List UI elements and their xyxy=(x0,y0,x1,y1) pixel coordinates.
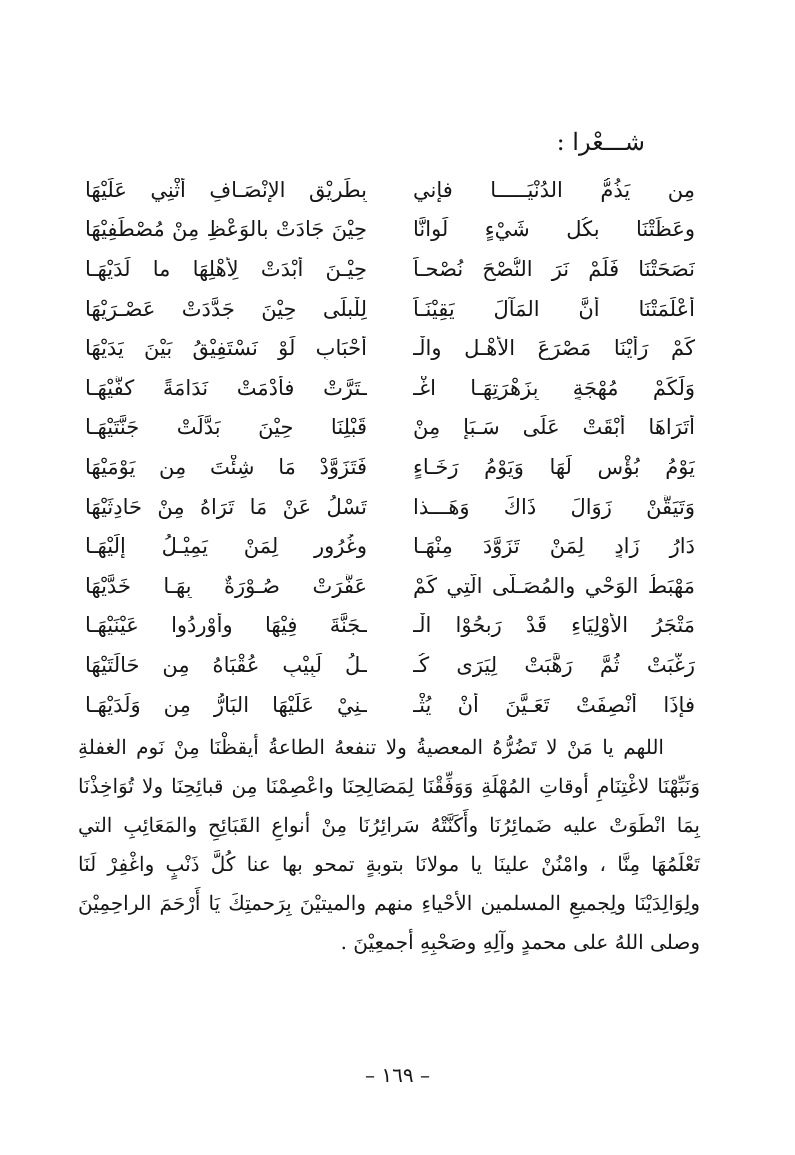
poem-verse xyxy=(85,249,695,289)
first-hemistich: وَلَكَمْ مُهْجَةٍ بِزَهْرَتِهَـا اغْـ xyxy=(413,375,695,400)
poem-verse xyxy=(85,566,695,606)
first-hemistich: فإذَا أُنْصِفَتْ تَعَـيَّنَ أنْ يُثْـ xyxy=(413,692,695,717)
poem-verse xyxy=(85,526,695,566)
second-hemistich: حِيْنَ جَادَتْ بالوَعْظِ مِنْ مُصْطَفِيْهَا xyxy=(85,217,367,242)
first-hemistich: كَمْ رَأَيْنَا مَصْرَعَ الأَهْـلِ والْـ xyxy=(413,336,695,361)
first-hemistich: أَتَرَاهَا أَبْقَتْ عَلَى سَـبَإٍ مِنْ xyxy=(413,415,695,440)
poem-verse xyxy=(85,645,695,685)
first-hemistich: رَغَّبَتْ ثُمَّ رَهَّبَتْ لِيَرَى كُـ xyxy=(413,652,695,677)
poem xyxy=(85,170,695,724)
second-hemistich: ـلُ لَبِيْبٍ عُقْبَاهُ مِن حَالَتَيْهَا xyxy=(85,652,367,677)
poem-verse xyxy=(85,487,695,527)
prayer-text: اللهم يا مَنْ لا تَضُرُّهُ المعصيةُ ولا تنفعهُ الطاعةُ أيقظْنَا مِنْ نَوم الغفلةِ وَنَبِّهْنَا لاغْتِنَامِ أوقاتِ المُهْلَةِ وَوَفِّقْنَا لِمَصَالِحِنَا واعْصِمْنَا مِن قبائِحِنَا ولا تُوَاخِذْنَا بِمَا انْطَوَتْ عليه ضَمائِرُنَا وأَكَنَّتْهُ سَرائِرُنَا مِنْ أنواعِ القَبَائِحِ والمَعَائِبِ التي تَعْلَمُهَا مِنَّا ، وامْنُنْ علينَا يا مولانَا بتوبةٍ تمحو بها عنا كُلَّ ذَنْبٍ واغْفِرْ لَنَا ولِوَالِدَيْنَا ولِجميعِ المسلمين الأحْياءِ منهم والميتيْنَ بِرَحمتِكَ يَا أَرْحَمَ الراحِمِيْنَ وصلى اللهُ على محمدٍ وآلِهِ وصَحْبِهِ أجمعِيْنَ . xyxy=(78,735,700,954)
poem-verse xyxy=(85,408,695,448)
first-hemistich: دَارُ زَادٍ لِمَنْ تَزَوَّدَ مِنْهَـا xyxy=(413,534,695,559)
second-hemistich: ـتَرَّتْ فأدْمَتْ نَدَامَةً كفَّيْهَـا xyxy=(85,375,367,400)
second-hemistich: فَتَزَوَّدْ مَا شِئْتَ مِن يَوْمَيْهَا xyxy=(85,454,367,479)
second-hemistich: حِيْـنَ أَبْدَتْ لِأهْلِهَا ما لَدَيْهَـا xyxy=(85,256,367,281)
page-number: – ١٦٩ – xyxy=(365,1063,430,1087)
first-hemistich: وَتَيَقَّنْ زَوَالَ ذَاكَ وَهَـــذا xyxy=(413,494,695,519)
poem-verse xyxy=(85,289,695,329)
first-hemistich: مِن يَذُمُّ الدُنْيَـــــا فإني xyxy=(413,177,695,202)
poem-verse xyxy=(85,368,695,408)
poetry-heading: شـــعْرا : xyxy=(556,128,645,156)
second-hemistich: عَفَّرَتْ صُـوْرَةٌ بِهَـا خَدَّيْهَا xyxy=(85,573,367,598)
poem-verse xyxy=(85,606,695,646)
first-hemistich: مَهْبَطُ الوَحْيِ والمُصَـلَّى الَّتِي كَمْ xyxy=(413,573,695,598)
second-hemistich: قَبْلِنَا حِيْنَ بَدَّلَتْ جَنَّتَيْهَـا xyxy=(85,415,367,440)
first-hemistich: نَصَحَتْنَا فَلَمْ نَرَ النُّصْحَ نُصْحـاً xyxy=(413,256,695,281)
poem-verse xyxy=(85,210,695,250)
second-hemistich: ـجَنَّةَ فِيْهَا وأَوْرِدُوا عَيْنَيْهَـا xyxy=(85,613,367,638)
poem-verse xyxy=(85,328,695,368)
poem-verse xyxy=(85,685,695,725)
second-hemistich: تَسْلُ عَنْ مَا تَرَاهُ مِنْ حَادِثَيْهَا xyxy=(85,494,367,519)
second-hemistich: أَحْبَابِ لَوْ نَسْتَفِيْقُ بَيْنَ يَدَيْهَا xyxy=(85,336,367,361)
second-hemistich: لِلْبلَى حِيْنَ جَدَّدَتْ عَصْـرَيْهَا xyxy=(85,296,367,321)
second-hemistich: بِطَرِيْقِ الإنْصَـافِ أُثْنِي عَلَيْهَا xyxy=(85,177,367,202)
poem-verse xyxy=(85,447,695,487)
first-hemistich: يَوْمُ بُؤْسٍ لَهَا وَيَوْمُ رَخَـاءٍ xyxy=(413,454,695,479)
second-hemistich: ـنِيْ عَلَيْهَا البَارُّ مِن وَلَدَيْهَـا xyxy=(85,692,367,717)
first-hemistich: أَعْلَمَتْنَا أَنَّ المَآلَ يَقِيْنَـاً xyxy=(413,296,695,321)
prayer-paragraph xyxy=(78,728,700,962)
first-hemistich: وعَظَتْنَا بكُلِ شَيْءٍ لَوانَّا xyxy=(413,217,695,242)
second-hemistich: وغُرُورٍ لِمَنْ يَمِيْـلُ إِلَيْهَـا xyxy=(85,534,367,559)
poem-verse xyxy=(85,170,695,210)
first-hemistich: مَتْجَرُ الأَوْلِيَاءِ قَدْ رَبحُوْا الْـ xyxy=(413,613,695,638)
